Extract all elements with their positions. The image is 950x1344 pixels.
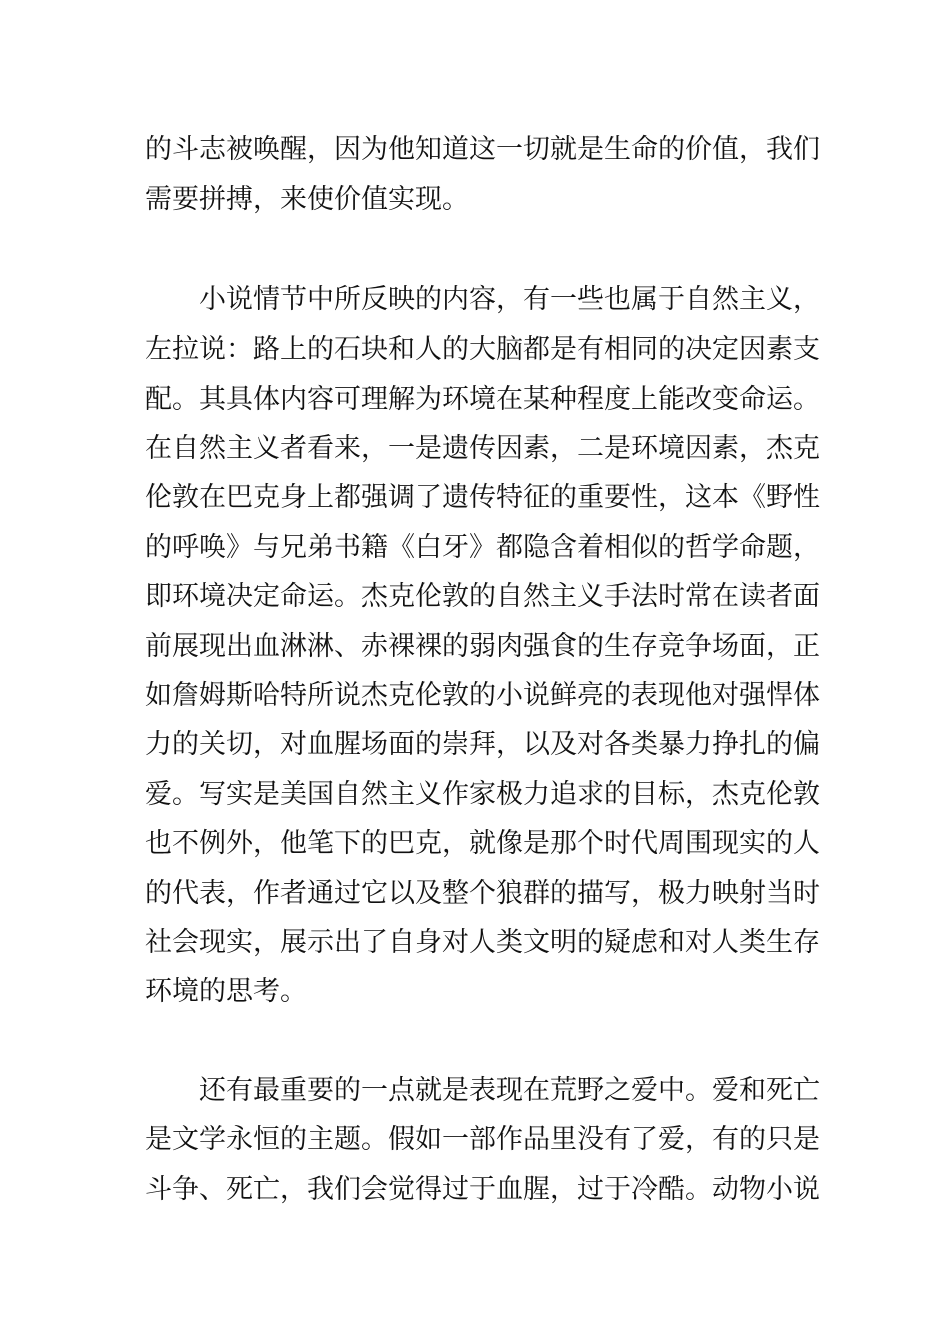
paragraph-3-line-2: 是文学永恒的主题。假如一部作品里没有了爱，有的只是 — [145, 1124, 820, 1155]
paragraph-2-line-11: 爱。写实是美国自然主义作家极力追求的目标，杰克伦敦 — [145, 779, 820, 810]
paragraph-2-line-7: 即环境决定命运。杰克伦敦的自然主义手法时常在读者面 — [145, 581, 820, 612]
paragraph-1-line-1: 的斗志被唤醒，因为他知道这一切就是生命的价值，我们 — [145, 134, 820, 165]
paragraph-3-line-1: 还有最重要的一点就是表现在荒野之爱中。爱和死亡 — [199, 1075, 820, 1106]
paragraph-3-line-3: 斗争、死亡，我们会觉得过于血腥，过于冷酷。动物小说 — [145, 1174, 820, 1205]
paragraph-2-line-13: 的代表，作者通过它以及整个狼群的描写，极力映射当时 — [145, 878, 820, 909]
paragraph-2-line-10: 力的关切，对血腥场面的崇拜，以及对各类暴力挣扎的偏 — [145, 729, 820, 760]
paragraph-2-line-8: 前展现出血淋淋、赤裸裸的弱肉强食的生存竞争场面，正 — [145, 631, 820, 662]
paragraph-2-line-5: 伦敦在巴克身上都强调了遗传特征的重要性，这本《野性 — [145, 482, 820, 513]
paragraph-1-line-2: 需要拼搏，来使价值实现。 — [145, 184, 469, 215]
paragraph-2-line-15: 环境的思考。 — [145, 976, 307, 1007]
paragraph-2-line-2: 左拉说：路上的石块和人的大脑都是有相同的决定因素支 — [145, 334, 820, 365]
paragraph-2-line-4: 在自然主义者看来，一是遗传因素，二是环境因素，杰克 — [145, 433, 820, 464]
paragraph-2-line-12: 也不例外，他笔下的巴克，就像是那个时代周围现实的人 — [145, 828, 820, 859]
paragraph-2-line-6: 的呼唤》与兄弟书籍《白牙》都隐含着相似的哲学命题， — [145, 532, 820, 563]
paragraph-2-line-3: 配。其具体内容可理解为环境在某种程度上能改变命运。 — [145, 384, 820, 415]
paragraph-2-line-1: 小说情节中所反映的内容，有一些也属于自然主义， — [199, 284, 820, 315]
paragraph-2-line-14: 社会现实，展示出了自身对人类文明的疑虑和对人类生存 — [145, 927, 820, 958]
paragraph-2-line-9: 如詹姆斯哈特所说杰克伦敦的小说鲜亮的表现他对强悍体 — [145, 680, 820, 711]
